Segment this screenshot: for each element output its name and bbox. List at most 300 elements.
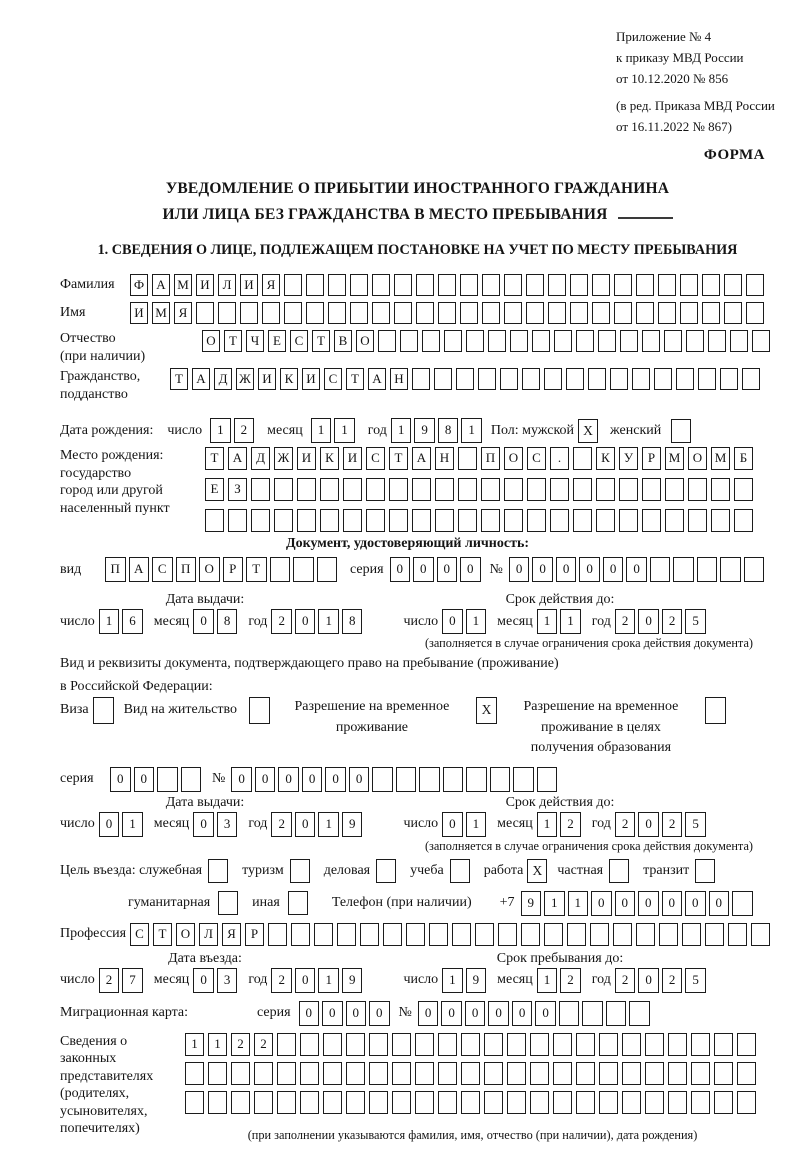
char-box[interactable] bbox=[346, 1091, 365, 1114]
char-box[interactable] bbox=[300, 1091, 319, 1114]
char-box[interactable] bbox=[550, 478, 569, 501]
char-box[interactable] bbox=[328, 302, 346, 324]
char-box[interactable]: 0 bbox=[134, 767, 155, 792]
char-box[interactable] bbox=[642, 330, 660, 352]
char-box[interactable]: 0 bbox=[255, 767, 276, 792]
char-box[interactable] bbox=[654, 368, 672, 390]
char-box[interactable]: С bbox=[324, 368, 342, 390]
char-box[interactable]: 0 bbox=[579, 557, 600, 582]
char-box[interactable] bbox=[461, 1033, 480, 1056]
char-box[interactable] bbox=[412, 509, 431, 532]
char-box[interactable]: А bbox=[192, 368, 210, 390]
char-box[interactable] bbox=[320, 478, 339, 501]
char-box[interactable]: О bbox=[356, 330, 374, 352]
char-box[interactable]: 5 bbox=[685, 609, 706, 634]
purpose-study-checkbox[interactable] bbox=[450, 859, 470, 883]
char-box[interactable] bbox=[320, 509, 339, 532]
char-box[interactable] bbox=[599, 1091, 618, 1114]
char-box[interactable] bbox=[389, 509, 408, 532]
char-box[interactable]: 1 bbox=[466, 812, 487, 837]
char-box[interactable]: 2 bbox=[615, 968, 636, 993]
residence-permit-checkbox[interactable] bbox=[249, 697, 270, 724]
char-box[interactable] bbox=[372, 274, 390, 296]
char-box[interactable] bbox=[714, 1033, 733, 1056]
char-box[interactable] bbox=[550, 509, 569, 532]
char-box[interactable] bbox=[297, 478, 316, 501]
char-box[interactable] bbox=[231, 1062, 250, 1085]
char-box[interactable] bbox=[705, 923, 724, 946]
char-box[interactable] bbox=[466, 767, 487, 792]
char-box[interactable] bbox=[438, 1091, 457, 1114]
char-box[interactable]: Р bbox=[245, 923, 264, 946]
char-box[interactable] bbox=[590, 923, 609, 946]
char-box[interactable] bbox=[392, 1033, 411, 1056]
char-box[interactable] bbox=[300, 1062, 319, 1085]
char-box[interactable]: 2 bbox=[254, 1033, 273, 1056]
char-box[interactable] bbox=[596, 509, 615, 532]
char-box[interactable] bbox=[498, 923, 517, 946]
char-box[interactable] bbox=[369, 1091, 388, 1114]
char-box[interactable]: А bbox=[412, 447, 431, 470]
char-box[interactable] bbox=[218, 302, 236, 324]
char-box[interactable]: 1 bbox=[318, 812, 339, 837]
female-checkbox[interactable] bbox=[671, 419, 691, 443]
char-box[interactable]: М bbox=[174, 274, 192, 296]
char-box[interactable] bbox=[714, 1091, 733, 1114]
char-box[interactable]: Ф bbox=[130, 274, 148, 296]
char-box[interactable] bbox=[650, 557, 671, 582]
char-box[interactable]: 2 bbox=[560, 812, 581, 837]
char-box[interactable] bbox=[461, 1091, 480, 1114]
char-box[interactable] bbox=[396, 767, 417, 792]
char-box[interactable]: 1 bbox=[185, 1033, 204, 1056]
char-box[interactable]: Т bbox=[170, 368, 188, 390]
char-box[interactable]: . bbox=[550, 447, 569, 470]
char-box[interactable]: 2 bbox=[231, 1033, 250, 1056]
char-box[interactable] bbox=[372, 302, 390, 324]
char-box[interactable] bbox=[372, 767, 393, 792]
char-box[interactable] bbox=[488, 330, 506, 352]
purpose-official-checkbox[interactable] bbox=[208, 859, 228, 883]
char-box[interactable]: Б bbox=[734, 447, 753, 470]
char-box[interactable] bbox=[548, 274, 566, 296]
char-box[interactable]: 0 bbox=[442, 812, 463, 837]
char-box[interactable] bbox=[346, 1033, 365, 1056]
char-box[interactable] bbox=[698, 368, 716, 390]
char-box[interactable] bbox=[582, 1001, 603, 1026]
char-box[interactable] bbox=[185, 1091, 204, 1114]
char-box[interactable] bbox=[714, 1062, 733, 1085]
char-box[interactable] bbox=[686, 330, 704, 352]
char-box[interactable] bbox=[251, 478, 270, 501]
char-box[interactable] bbox=[711, 478, 730, 501]
char-box[interactable]: 2 bbox=[615, 609, 636, 634]
char-box[interactable]: 2 bbox=[99, 968, 120, 993]
char-box[interactable] bbox=[724, 302, 742, 324]
char-box[interactable]: 0 bbox=[299, 1001, 320, 1026]
char-box[interactable]: 2 bbox=[271, 609, 292, 634]
char-box[interactable]: 2 bbox=[560, 968, 581, 993]
char-box[interactable] bbox=[592, 302, 610, 324]
char-box[interactable]: 1 bbox=[537, 812, 558, 837]
char-box[interactable] bbox=[697, 557, 718, 582]
char-box[interactable] bbox=[510, 330, 528, 352]
char-box[interactable] bbox=[553, 1062, 572, 1085]
char-box[interactable]: Р bbox=[223, 557, 244, 582]
char-box[interactable]: Р bbox=[642, 447, 661, 470]
char-box[interactable]: 0 bbox=[325, 767, 346, 792]
char-box[interactable]: 0 bbox=[638, 891, 659, 916]
char-box[interactable]: С bbox=[366, 447, 385, 470]
purpose-private-checkbox[interactable] bbox=[609, 859, 629, 883]
char-box[interactable] bbox=[673, 557, 694, 582]
char-box[interactable] bbox=[664, 330, 682, 352]
char-box[interactable] bbox=[458, 447, 477, 470]
char-box[interactable]: 0 bbox=[512, 1001, 533, 1026]
char-box[interactable]: 9 bbox=[342, 812, 363, 837]
char-box[interactable]: 0 bbox=[685, 891, 706, 916]
char-box[interactable] bbox=[412, 368, 430, 390]
char-box[interactable] bbox=[478, 368, 496, 390]
char-box[interactable] bbox=[196, 302, 214, 324]
char-box[interactable]: 1 bbox=[311, 418, 332, 443]
char-box[interactable] bbox=[554, 330, 572, 352]
char-box[interactable]: 1 bbox=[334, 418, 355, 443]
char-box[interactable]: 0 bbox=[615, 891, 636, 916]
char-box[interactable]: 2 bbox=[662, 968, 683, 993]
char-box[interactable] bbox=[636, 274, 654, 296]
char-box[interactable] bbox=[416, 302, 434, 324]
char-box[interactable]: 0 bbox=[709, 891, 730, 916]
char-box[interactable] bbox=[284, 274, 302, 296]
char-box[interactable]: 0 bbox=[535, 1001, 556, 1026]
char-box[interactable] bbox=[484, 1062, 503, 1085]
char-box[interactable] bbox=[599, 1033, 618, 1056]
char-box[interactable] bbox=[728, 923, 747, 946]
char-box[interactable] bbox=[254, 1091, 273, 1114]
char-box[interactable] bbox=[490, 767, 511, 792]
char-box[interactable]: Я bbox=[222, 923, 241, 946]
char-box[interactable] bbox=[742, 368, 760, 390]
char-box[interactable]: К bbox=[320, 447, 339, 470]
char-box[interactable] bbox=[323, 1062, 342, 1085]
char-box[interactable] bbox=[632, 368, 650, 390]
char-box[interactable]: 9 bbox=[521, 891, 542, 916]
char-box[interactable]: Т bbox=[205, 447, 224, 470]
char-box[interactable] bbox=[412, 478, 431, 501]
char-box[interactable] bbox=[205, 509, 224, 532]
char-box[interactable] bbox=[614, 302, 632, 324]
char-box[interactable] bbox=[737, 1062, 756, 1085]
char-box[interactable] bbox=[576, 1033, 595, 1056]
char-box[interactable] bbox=[599, 1062, 618, 1085]
char-box[interactable]: И bbox=[297, 447, 316, 470]
char-box[interactable] bbox=[573, 447, 592, 470]
char-box[interactable]: Д bbox=[214, 368, 232, 390]
char-box[interactable] bbox=[570, 274, 588, 296]
char-box[interactable] bbox=[314, 923, 333, 946]
char-box[interactable]: 0 bbox=[346, 1001, 367, 1026]
char-box[interactable] bbox=[350, 302, 368, 324]
char-box[interactable]: 0 bbox=[638, 968, 659, 993]
char-box[interactable]: У bbox=[619, 447, 638, 470]
char-box[interactable] bbox=[737, 1033, 756, 1056]
char-box[interactable]: 0 bbox=[532, 557, 553, 582]
char-box[interactable]: 0 bbox=[460, 557, 481, 582]
char-box[interactable] bbox=[366, 509, 385, 532]
char-box[interactable]: 3 bbox=[217, 968, 238, 993]
char-box[interactable]: 2 bbox=[662, 609, 683, 634]
char-box[interactable] bbox=[720, 557, 741, 582]
char-box[interactable] bbox=[435, 478, 454, 501]
char-box[interactable] bbox=[438, 1062, 457, 1085]
char-box[interactable] bbox=[527, 509, 546, 532]
char-box[interactable]: 1 bbox=[122, 812, 143, 837]
char-box[interactable]: С bbox=[290, 330, 308, 352]
char-box[interactable]: 7 bbox=[122, 968, 143, 993]
char-box[interactable] bbox=[636, 302, 654, 324]
char-box[interactable] bbox=[350, 274, 368, 296]
char-box[interactable]: 2 bbox=[234, 418, 255, 443]
char-box[interactable]: О bbox=[688, 447, 707, 470]
char-box[interactable] bbox=[323, 1033, 342, 1056]
char-box[interactable]: Ж bbox=[274, 447, 293, 470]
char-box[interactable]: 0 bbox=[441, 1001, 462, 1026]
char-box[interactable]: 5 bbox=[685, 812, 706, 837]
char-box[interactable] bbox=[642, 478, 661, 501]
char-box[interactable]: Т bbox=[389, 447, 408, 470]
char-box[interactable] bbox=[642, 509, 661, 532]
char-box[interactable] bbox=[415, 1062, 434, 1085]
char-box[interactable] bbox=[504, 478, 523, 501]
char-box[interactable] bbox=[711, 509, 730, 532]
char-box[interactable]: Я bbox=[174, 302, 192, 324]
char-box[interactable] bbox=[702, 302, 720, 324]
purpose-work-checkbox[interactable]: X bbox=[527, 859, 547, 883]
char-box[interactable]: Т bbox=[312, 330, 330, 352]
char-box[interactable] bbox=[688, 509, 707, 532]
char-box[interactable]: В bbox=[334, 330, 352, 352]
char-box[interactable]: Л bbox=[199, 923, 218, 946]
char-box[interactable] bbox=[622, 1033, 641, 1056]
char-box[interactable] bbox=[274, 478, 293, 501]
char-box[interactable] bbox=[343, 509, 362, 532]
char-box[interactable]: 9 bbox=[414, 418, 435, 443]
char-box[interactable] bbox=[443, 767, 464, 792]
char-box[interactable] bbox=[659, 923, 678, 946]
char-box[interactable] bbox=[458, 478, 477, 501]
char-box[interactable]: К bbox=[596, 447, 615, 470]
char-box[interactable] bbox=[548, 302, 566, 324]
char-box[interactable] bbox=[328, 274, 346, 296]
purpose-humanitarian-checkbox[interactable] bbox=[218, 891, 238, 915]
char-box[interactable]: 2 bbox=[271, 968, 292, 993]
char-box[interactable] bbox=[559, 1001, 580, 1026]
char-box[interactable]: 1 bbox=[318, 609, 339, 634]
char-box[interactable]: 0 bbox=[488, 1001, 509, 1026]
char-box[interactable] bbox=[614, 274, 632, 296]
char-box[interactable] bbox=[544, 368, 562, 390]
char-box[interactable] bbox=[665, 509, 684, 532]
char-box[interactable] bbox=[724, 274, 742, 296]
char-box[interactable] bbox=[507, 1062, 526, 1085]
char-box[interactable] bbox=[291, 923, 310, 946]
char-box[interactable] bbox=[691, 1062, 710, 1085]
char-box[interactable] bbox=[270, 557, 291, 582]
char-box[interactable]: М bbox=[711, 447, 730, 470]
char-box[interactable] bbox=[389, 478, 408, 501]
char-box[interactable] bbox=[573, 478, 592, 501]
char-box[interactable] bbox=[606, 1001, 627, 1026]
char-box[interactable]: 5 bbox=[685, 968, 706, 993]
char-box[interactable] bbox=[277, 1091, 296, 1114]
char-box[interactable]: 1 bbox=[208, 1033, 227, 1056]
char-box[interactable] bbox=[592, 274, 610, 296]
char-box[interactable] bbox=[527, 478, 546, 501]
char-box[interactable]: 0 bbox=[390, 557, 411, 582]
char-box[interactable] bbox=[346, 1062, 365, 1085]
char-box[interactable]: 0 bbox=[638, 609, 659, 634]
char-box[interactable] bbox=[208, 1091, 227, 1114]
char-box[interactable] bbox=[475, 923, 494, 946]
purpose-business-checkbox[interactable] bbox=[376, 859, 396, 883]
char-box[interactable]: 3 bbox=[217, 812, 238, 837]
visa-checkbox[interactable] bbox=[93, 697, 114, 724]
char-box[interactable]: 0 bbox=[413, 557, 434, 582]
char-box[interactable]: 0 bbox=[322, 1001, 343, 1026]
char-box[interactable]: 1 bbox=[568, 891, 589, 916]
char-box[interactable] bbox=[444, 330, 462, 352]
char-box[interactable] bbox=[746, 302, 764, 324]
char-box[interactable] bbox=[567, 923, 586, 946]
char-box[interactable] bbox=[429, 923, 448, 946]
char-box[interactable]: О bbox=[199, 557, 220, 582]
char-box[interactable] bbox=[744, 557, 765, 582]
char-box[interactable] bbox=[596, 478, 615, 501]
char-box[interactable] bbox=[277, 1062, 296, 1085]
char-box[interactable] bbox=[522, 368, 540, 390]
char-box[interactable] bbox=[274, 509, 293, 532]
char-box[interactable] bbox=[573, 509, 592, 532]
char-box[interactable] bbox=[323, 1091, 342, 1114]
char-box[interactable]: 0 bbox=[556, 557, 577, 582]
char-box[interactable] bbox=[619, 478, 638, 501]
char-box[interactable] bbox=[466, 330, 484, 352]
char-box[interactable] bbox=[691, 1033, 710, 1056]
char-box[interactable]: 0 bbox=[295, 812, 316, 837]
char-box[interactable] bbox=[208, 1062, 227, 1085]
edu-permit-checkbox[interactable] bbox=[705, 697, 726, 724]
char-box[interactable]: 0 bbox=[349, 767, 370, 792]
char-box[interactable]: Ж bbox=[236, 368, 254, 390]
char-box[interactable]: И bbox=[258, 368, 276, 390]
char-box[interactable] bbox=[435, 509, 454, 532]
char-box[interactable]: 0 bbox=[591, 891, 612, 916]
char-box[interactable] bbox=[504, 509, 523, 532]
char-box[interactable] bbox=[306, 274, 324, 296]
char-box[interactable] bbox=[456, 368, 474, 390]
char-box[interactable]: А bbox=[228, 447, 247, 470]
char-box[interactable] bbox=[730, 330, 748, 352]
char-box[interactable] bbox=[284, 302, 302, 324]
char-box[interactable] bbox=[645, 1033, 664, 1056]
char-box[interactable]: Т bbox=[346, 368, 364, 390]
char-box[interactable]: 9 bbox=[466, 968, 487, 993]
char-box[interactable]: Д bbox=[251, 447, 270, 470]
char-box[interactable]: И bbox=[130, 302, 148, 324]
char-box[interactable] bbox=[691, 1091, 710, 1114]
char-box[interactable] bbox=[622, 1091, 641, 1114]
char-box[interactable] bbox=[598, 330, 616, 352]
char-box[interactable]: Н bbox=[435, 447, 454, 470]
char-box[interactable] bbox=[262, 302, 280, 324]
char-box[interactable]: 0 bbox=[99, 812, 120, 837]
char-box[interactable]: 8 bbox=[438, 418, 459, 443]
char-box[interactable] bbox=[366, 478, 385, 501]
char-box[interactable]: 0 bbox=[110, 767, 131, 792]
char-box[interactable] bbox=[629, 1001, 650, 1026]
char-box[interactable] bbox=[537, 767, 558, 792]
char-box[interactable]: 0 bbox=[626, 557, 647, 582]
char-box[interactable]: 0 bbox=[193, 812, 214, 837]
char-box[interactable] bbox=[566, 368, 584, 390]
char-box[interactable] bbox=[422, 330, 440, 352]
char-box[interactable] bbox=[732, 891, 753, 916]
char-box[interactable] bbox=[680, 302, 698, 324]
char-box[interactable] bbox=[306, 302, 324, 324]
char-box[interactable]: Т bbox=[246, 557, 267, 582]
char-box[interactable] bbox=[668, 1091, 687, 1114]
char-box[interactable]: 0 bbox=[278, 767, 299, 792]
char-box[interactable] bbox=[369, 1033, 388, 1056]
char-box[interactable]: 0 bbox=[418, 1001, 439, 1026]
char-box[interactable]: А bbox=[152, 274, 170, 296]
char-box[interactable] bbox=[460, 274, 478, 296]
char-box[interactable] bbox=[504, 274, 522, 296]
char-box[interactable] bbox=[277, 1033, 296, 1056]
char-box[interactable]: А bbox=[368, 368, 386, 390]
char-box[interactable] bbox=[438, 274, 456, 296]
char-box[interactable]: 0 bbox=[662, 891, 683, 916]
char-box[interactable] bbox=[406, 923, 425, 946]
char-box[interactable]: 1 bbox=[318, 968, 339, 993]
char-box[interactable] bbox=[688, 478, 707, 501]
char-box[interactable]: 2 bbox=[271, 812, 292, 837]
char-box[interactable]: Я bbox=[262, 274, 280, 296]
char-box[interactable] bbox=[343, 478, 362, 501]
char-box[interactable]: Ч bbox=[246, 330, 264, 352]
char-box[interactable]: 0 bbox=[465, 1001, 486, 1026]
char-box[interactable] bbox=[461, 1062, 480, 1085]
char-box[interactable]: 0 bbox=[193, 609, 214, 634]
char-box[interactable] bbox=[645, 1091, 664, 1114]
char-box[interactable]: 0 bbox=[193, 968, 214, 993]
char-box[interactable] bbox=[293, 557, 314, 582]
char-box[interactable] bbox=[482, 302, 500, 324]
char-box[interactable]: О bbox=[504, 447, 523, 470]
char-box[interactable]: П bbox=[481, 447, 500, 470]
char-box[interactable] bbox=[415, 1033, 434, 1056]
char-box[interactable]: 9 bbox=[342, 968, 363, 993]
char-box[interactable] bbox=[526, 302, 544, 324]
char-box[interactable] bbox=[438, 302, 456, 324]
char-box[interactable] bbox=[620, 330, 638, 352]
char-box[interactable]: 1 bbox=[560, 609, 581, 634]
purpose-transit-checkbox[interactable] bbox=[695, 859, 715, 883]
char-box[interactable] bbox=[576, 1091, 595, 1114]
char-box[interactable]: П bbox=[105, 557, 126, 582]
char-box[interactable]: А bbox=[129, 557, 150, 582]
